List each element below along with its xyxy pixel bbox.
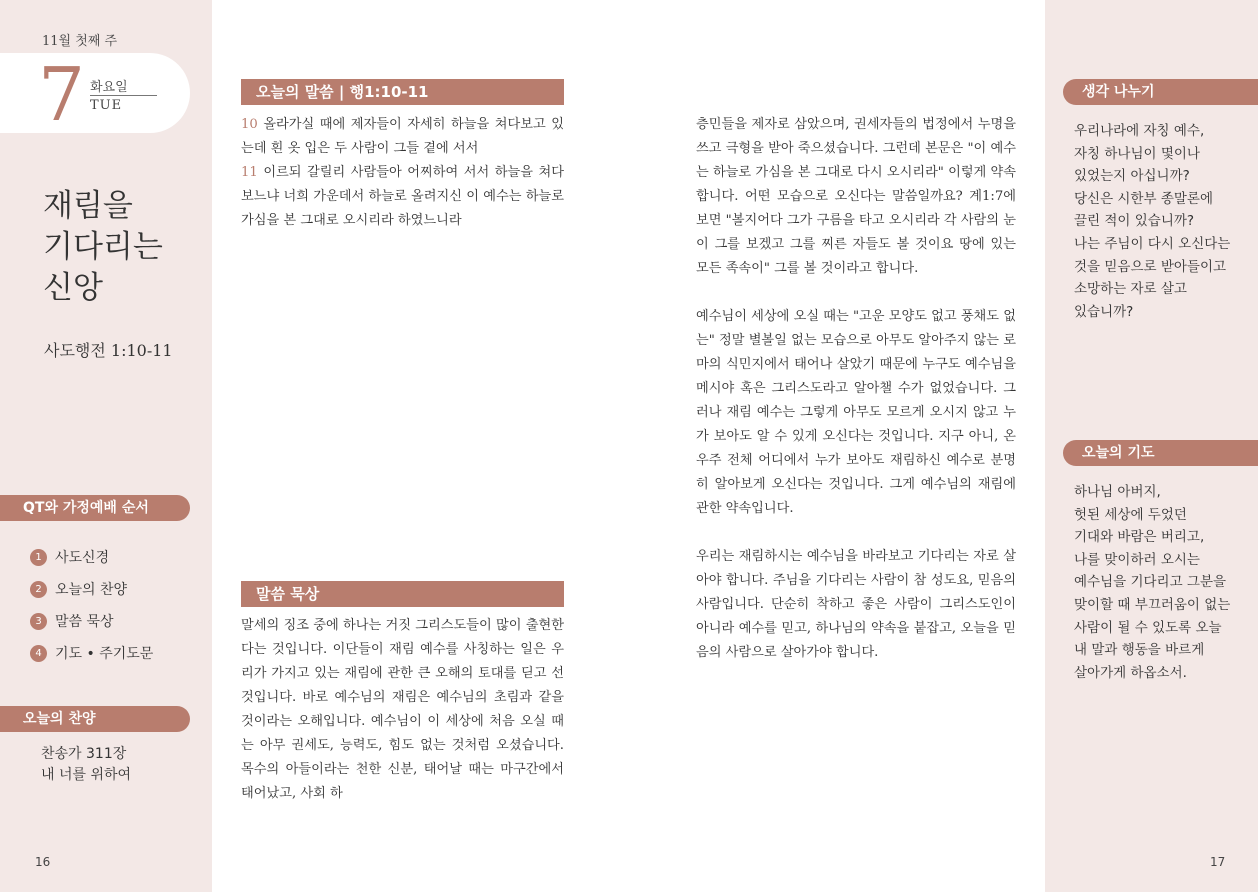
number-badge: 1: [30, 549, 47, 566]
prayer-text: 하나님 아버지, 헛된 세상에 두었던 기대와 바람은 버리고, 나를 맞이하러 오시는 예수님을 기다리고 그분을 맞이할 때 부끄러움이 없는 사람이 될 수 있도록 오늘 내 말과 행동을 바르게 살아가게 하옵소서.: [1074, 484, 1231, 681]
order-heading: QT와 가정예배 순서: [0, 495, 190, 521]
scripture-text: [241, 113, 564, 233]
title-line: 재림을: [43, 188, 133, 224]
meditation-column-2: [696, 113, 1016, 665]
order-item: [30, 573, 153, 605]
number-badge: 4: [30, 645, 47, 662]
title-line: 신앙: [43, 270, 103, 306]
verse-number: 11: [241, 165, 258, 180]
order-item: [30, 541, 153, 573]
week-label: 11월 첫째 주: [42, 34, 118, 49]
hymn-number: 찬송가 311장: [41, 746, 127, 762]
page-number-left: 16: [35, 855, 51, 869]
scripture-heading: 오늘의 말씀 | 행1:10-11: [241, 79, 564, 105]
order-item-label: 말씀 묵상: [55, 614, 114, 630]
meditation-column-1: 말세의 징조 중에 하나는 거짓 그리스도들이 많이 출현한다는 것입니다. 이단들이 재림 예수를 사칭하는 일은 우리가 가지고 있는 재림에 관한 큰 오해의 토대를 딛고 선 것입니다. 바로 예수님의 재림은 예수님의 초림과 같을 것이라는 오해입니다. 예수님이 이 세상에 처음 오실 때는 아무 권세도, 능력도, 힘도 없는 것처럼 오셨습니다. 목수의 아들이라는 천한 신분, 태어날 때는 마구간에서 태어났고, 사회 하: [241, 618, 564, 801]
order-list: [30, 541, 153, 669]
meditation-paragraph: 예수님이 세상에 오실 때는 "고운 모양도 없고 풍채도 없는" 정말 별볼일 없는 모습으로 아무도 알아주지 않는 로마의 식민지에서 태어나 살았기 때문에 누구도 예수님을 메시야 혹은 그리스도라고 알아챌 수가 없었습니다. 그러나 재림 예수는 그렇게 아무도 모르게 오시지 않고 누가 보아도 알 수 있게 오신다는 것입니다. 지구 아니, 온 우주 전체 어디에서 누가 보아도 재림하신 예수로 분명히 알아보게 오신다는 것입니다. 그게 예수님의 재림에 관한 약속입니다.: [696, 309, 1016, 516]
order-item: [30, 605, 153, 637]
hymn-heading: 오늘의 찬양: [0, 706, 190, 732]
weekday-english: TUE: [90, 98, 123, 113]
share-heading: 생각 나누기: [1063, 79, 1258, 105]
order-item-label: 기도 • 주기도문: [55, 646, 154, 662]
title-line: 기다리는: [43, 229, 163, 265]
scripture-reference: 사도행전 1:10-11: [44, 341, 173, 360]
verse: [241, 161, 564, 233]
share-text: 우리나라에 자칭 예수, 자칭 하나님이 몇이나 있었는지 아십니까? 당신은 시한부 종말론에 끌린 적이 있습니까? 나는 주님이 다시 오신다는 것을 믿음으로 받아들이고 소망하는 자로 살고 있습니까?: [1074, 123, 1231, 320]
number-badge: 3: [30, 613, 47, 630]
order-item: [30, 637, 153, 669]
order-item-label: 오늘의 찬양: [55, 582, 128, 598]
meditation-heading: 말씀 묵상: [241, 581, 564, 607]
hymn-name: 내 너를 위하여: [41, 767, 132, 783]
page-title: [43, 186, 208, 309]
verse-text: 이르되 갈릴리 사람들아 어찌하여 서서 하늘을 쳐다보느냐 너희 가운데서 하늘로 올려지신 이 예수는 하늘로 가심을 본 그대로 오시리라 하였느니라: [241, 165, 564, 228]
meditation-paragraph: 우리는 재림하시는 예수님을 바라보고 기다리는 자로 살아야 합니다. 주님을 기다리는 사람이 참 성도요, 믿음의 사람입니다. 단순히 착하고 좋은 사람이 그리스도인이 아니라 예수를 믿고, 하나님의 약속을 붙잡고, 오늘을 믿음의 사람으로 살아가야 합니다.: [696, 549, 1016, 660]
weekday-divider: [90, 95, 157, 96]
verse-number: 10: [241, 117, 258, 132]
hymn-info: [41, 744, 131, 786]
number-badge: 2: [30, 581, 47, 598]
order-item-label: 사도신경: [55, 550, 110, 566]
meditation-paragraph: 층민들을 제자로 삼았으며, 권세자들의 법정에서 누명을 쓰고 극형을 받아 죽으셨습니다. 그런데 본문은 "이 예수는 하늘로 가심을 본 그대로 다시 오시리라" 이렇게 약속합니다. 어떤 모습으로 오신다는 말씀일까요? 계1:7에 보면 "볼지어다 그가 구름을 타고 오시리라 각 사람의 눈이 그를 보겠고 그를 찌른 자들도 볼 것이요 땅에 있는 모든 족속이" 그를 볼 것이라고 합니다.: [696, 117, 1016, 276]
prayer-heading: 오늘의 기도: [1063, 440, 1258, 466]
day-number: 7: [38, 52, 86, 138]
verse-text: 올라가실 때에 제자들이 자세히 하늘을 쳐다보고 있는데 흰 옷 입은 두 사람이 그들 곁에 서서: [241, 117, 564, 156]
verse: [241, 113, 564, 161]
weekday-korean: 화요일: [90, 80, 128, 95]
page-number-right: 17: [1210, 855, 1226, 869]
